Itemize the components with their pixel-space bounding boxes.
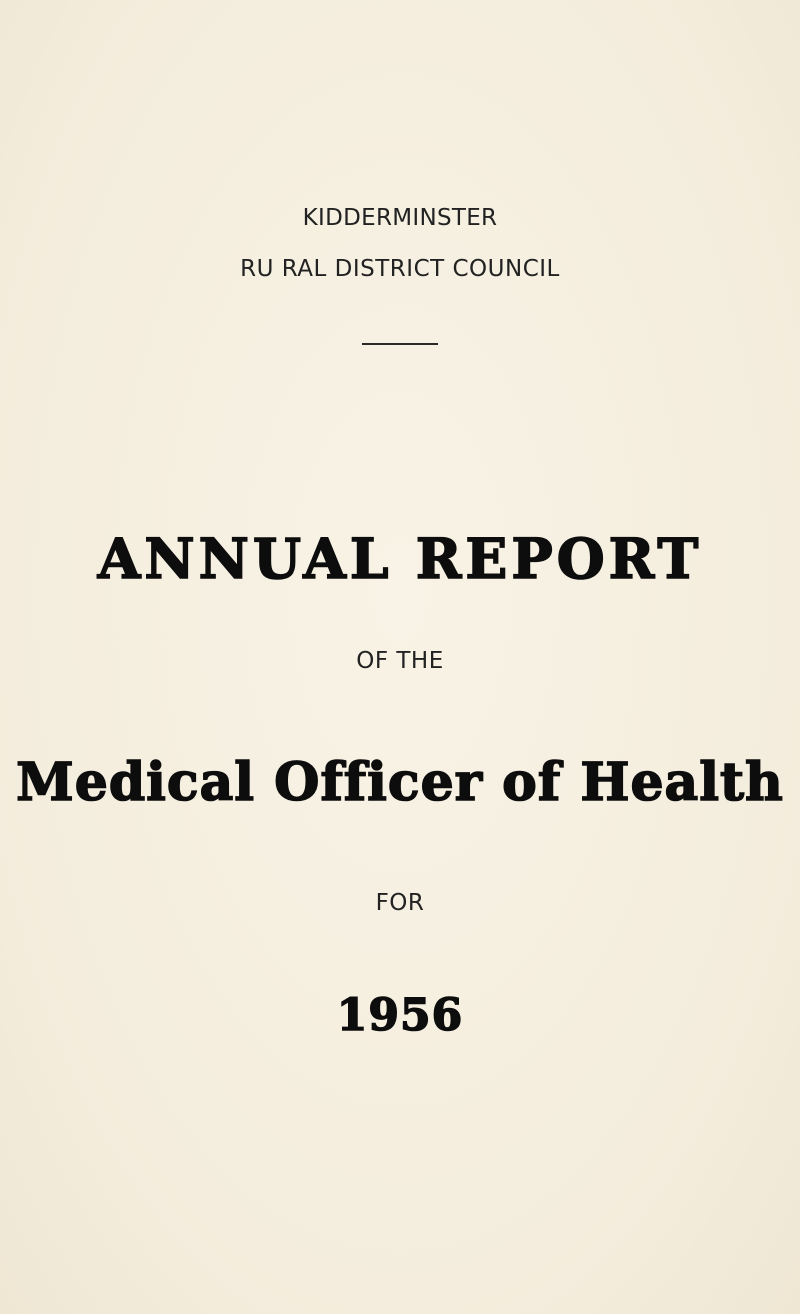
- title-divider: [362, 343, 438, 345]
- title-connector: OF THE: [356, 648, 444, 674]
- council-name: RU RAL DISTRICT COUNCIL: [240, 256, 560, 282]
- report-title: ANNUAL REPORT: [97, 526, 703, 591]
- organisation-name: KIDDERMINSTER: [302, 205, 498, 231]
- report-year: 1956: [336, 990, 464, 1041]
- year-connector: FOR: [375, 890, 425, 916]
- report-subject: Medical Officer of Health: [16, 752, 784, 813]
